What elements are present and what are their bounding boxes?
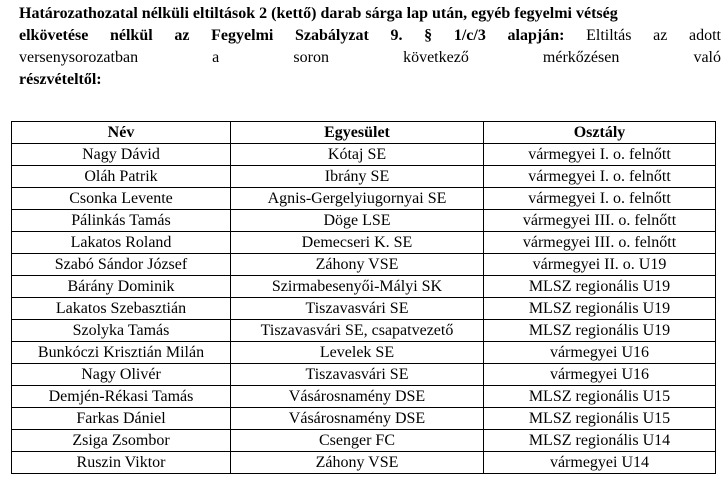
table-row	[12, 364, 716, 386]
division-cell: vármegyei U14	[484, 452, 716, 474]
club-cell: Vásárosnamény DSE	[231, 408, 484, 430]
club-cell: Tiszavasvári SE	[231, 298, 484, 320]
table-row	[12, 386, 716, 408]
ruling-line-2-rest: Eltiltás az adott	[564, 27, 721, 44]
table-row	[12, 342, 716, 364]
club-cell: Levelek SE	[231, 342, 484, 364]
division-cell: MLSZ regionális U19	[484, 298, 716, 320]
club-cell: Szirmabesenyői-Mályi SK	[231, 276, 484, 298]
player-name-cell: Bunkóczi Krisztián Milán	[12, 342, 231, 364]
player-name-cell: Nagy Dávid	[12, 144, 231, 166]
division-cell: MLSZ regionális U15	[484, 386, 716, 408]
division-cell: MLSZ regionális U19	[484, 276, 716, 298]
ruling-line-1: Határozathozatal nélküli eltiltások 2 (kettő) darab sárga lap után, egyéb fegyelmi vétség	[19, 5, 618, 22]
table-row	[12, 232, 716, 254]
table-row	[12, 320, 716, 342]
header-division: Osztály	[484, 122, 716, 144]
suspensions-table	[11, 121, 716, 474]
table-row	[12, 408, 716, 430]
player-name-cell: Csonka Levente	[12, 188, 231, 210]
table-row	[12, 298, 716, 320]
ruling-line-4: részvételtől:	[19, 71, 102, 88]
header-club: Egyesület	[231, 122, 484, 144]
player-name-cell: Zsiga Zsombor	[12, 430, 231, 452]
club-cell: Ibrány SE	[231, 166, 484, 188]
club-cell: Záhony VSE	[231, 452, 484, 474]
player-name-cell: Lakatos Roland	[12, 232, 231, 254]
player-name-cell: Nagy Olivér	[12, 364, 231, 386]
club-cell: Kótaj SE	[231, 144, 484, 166]
division-cell: MLSZ regionális U14	[484, 430, 716, 452]
table-row	[12, 210, 716, 232]
table-row	[12, 276, 716, 298]
division-cell: vármegyei III. o. felnőtt	[484, 210, 716, 232]
club-cell: Csenger FC	[231, 430, 484, 452]
table-row	[12, 430, 716, 452]
club-cell: Demecseri K. SE	[231, 232, 484, 254]
table-row	[12, 254, 716, 276]
division-cell: vármegyei I. o. felnőtt	[484, 144, 716, 166]
division-cell: vármegyei III. o. felnőtt	[484, 232, 716, 254]
table-row	[12, 188, 716, 210]
division-cell: vármegyei U16	[484, 364, 716, 386]
table-row	[12, 144, 716, 166]
table-header-row	[12, 122, 716, 144]
club-cell: Vásárosnamény DSE	[231, 386, 484, 408]
division-cell: vármegyei I. o. felnőtt	[484, 166, 716, 188]
ruling-line-2	[19, 25, 721, 47]
player-name-cell: Demjén-Rékasi Tamás	[12, 386, 231, 408]
ruling-paragraph	[19, 3, 721, 91]
player-name-cell: Ruszin Viktor	[12, 452, 231, 474]
ruling-line-2-bold: elkövetése nélkül az Fegyelmi Szabályzat 9. § 1/c/3 alapján:	[19, 27, 565, 44]
table-row	[12, 166, 716, 188]
player-name-cell: Lakatos Szebasztián	[12, 298, 231, 320]
player-name-cell: Szabó Sándor József	[12, 254, 231, 276]
club-cell: Tiszavasvári SE, csapatvezető	[231, 320, 484, 342]
club-cell: Záhony VSE	[231, 254, 484, 276]
division-cell: vármegyei I. o. felnőtt	[484, 188, 716, 210]
division-cell: vármegyei II. o. U19	[484, 254, 716, 276]
player-name-cell: Bárány Dominik	[12, 276, 231, 298]
club-cell: Agnis-Gergelyiugornyai SE	[231, 188, 484, 210]
player-name-cell: Pálinkás Tamás	[12, 210, 231, 232]
division-cell: MLSZ regionális U19	[484, 320, 716, 342]
division-cell: MLSZ regionális U15	[484, 408, 716, 430]
table-body	[12, 144, 716, 474]
ruling-line-3: versenysorozatban a soron következő mérkőzésen való	[19, 49, 721, 66]
division-cell: vármegyei U16	[484, 342, 716, 364]
player-name-cell: Farkas Dániel	[12, 408, 231, 430]
club-cell: Döge LSE	[231, 210, 484, 232]
club-cell: Tiszavasvári SE	[231, 364, 484, 386]
header-name: Név	[12, 122, 231, 144]
player-name-cell: Szolyka Tamás	[12, 320, 231, 342]
table-row	[12, 452, 716, 474]
player-name-cell: Oláh Patrik	[12, 166, 231, 188]
